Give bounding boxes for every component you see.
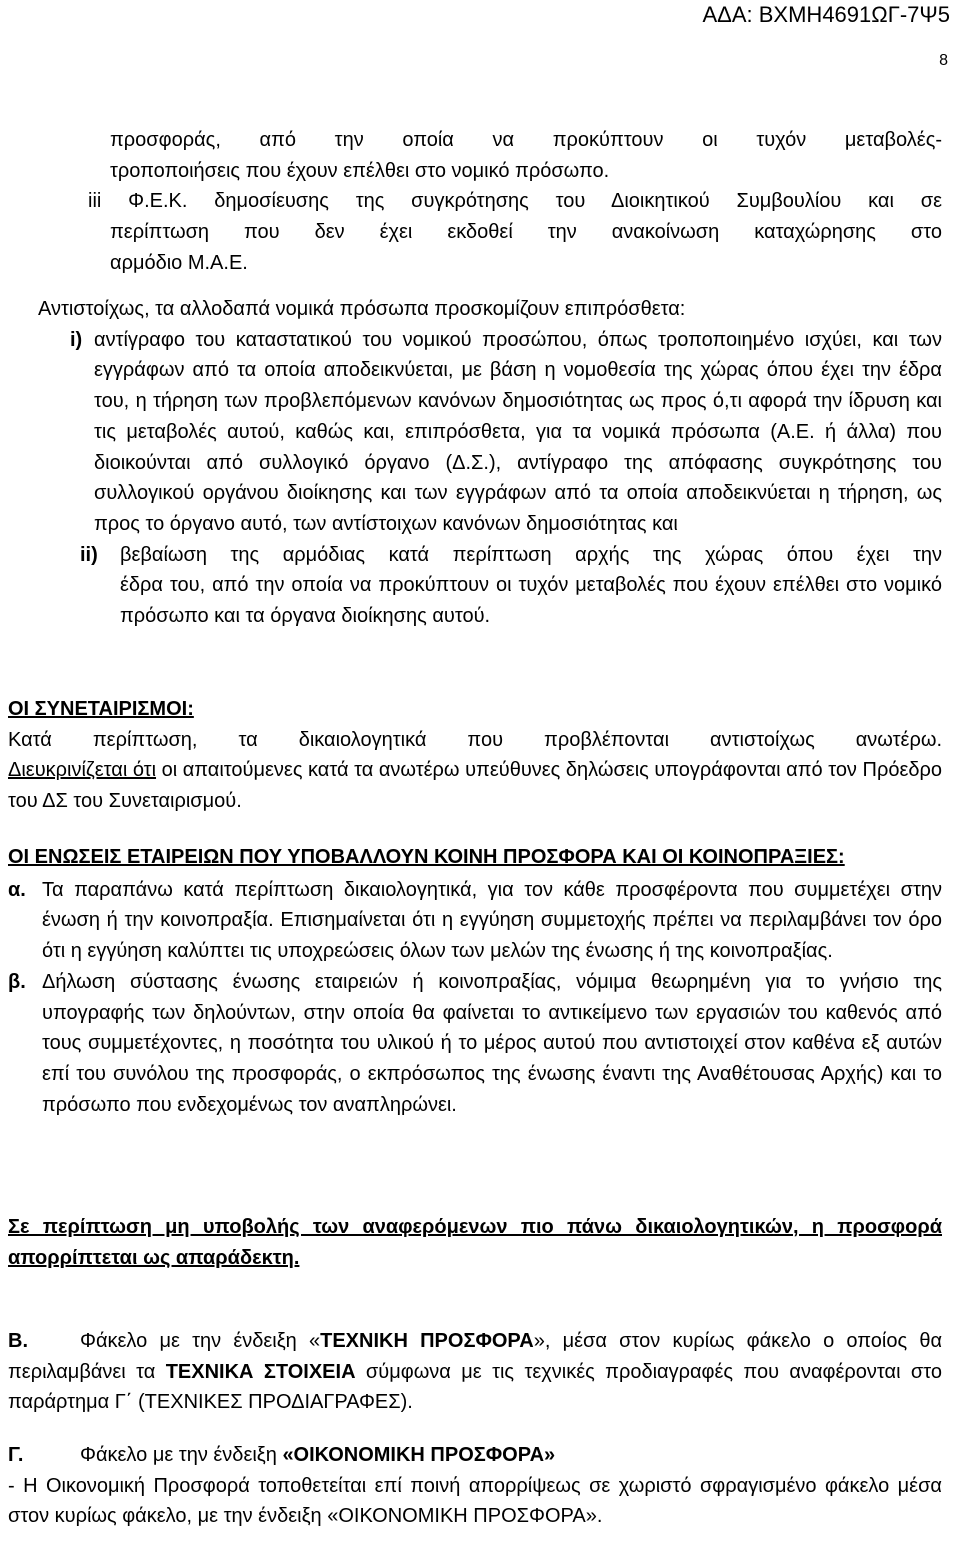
cooperatives-heading: ΟΙ ΣΥΝΕΤΑΙΡΙΣΜΟΙ: — [8, 698, 194, 720]
rejection-note — [8, 1212, 942, 1273]
item-ii-label: ii) — [80, 543, 98, 566]
item-b — [8, 967, 942, 1121]
cooperatives-line-1: Κατά περίπτωση, τα δικαιολογητικά που προβλέπονται αντιστοίχως ανωτέρω. — [8, 728, 942, 751]
item-a-text: Τα παραπάνω κατά περίπτωση δικαιολογητικά, για τον κάθε προσφέροντα που συμμετέχει στην ένωση ή την κοινοπραξία. Επισημαίνεται ότι η εγγύηση συμμετοχής πρέπει να περιλαμβάνει τον όρο ότι η εγγύηση καλύπτει τις υποχρεώσεις όλων των μελών της ένωσης ή της κοινοπραξίας. — [42, 878, 942, 963]
section-g-financial-offer: «ΟΙΚΟΝΟΜΙΚΗ ΠΡΟΣΦΟΡΑ» — [282, 1444, 556, 1466]
joint-ventures-section — [8, 842, 942, 1120]
top-line-1: προσφοράς, από την οποία να προκύπτουν οι τυχόν μεταβολές- — [110, 129, 942, 151]
item-i-text: αντίγραφο του καταστατικού του νομικού προσώπου, όπως τροποποιημένο ισχύει, και των εγγράφων από τα οποία αποδεικνύεται, με βάση η νομοθεσία της χώρας όπου έχει την έδρα του, η τήρηση των προβλεπόμενων κανόνων δημοσιότητας ως προς ό,τι αφορά την ίδρυση και τις μεταβολές αυτού, καθώς και, επιπρόσθετα, για τα νομικά πρόσωπα (Α.Ε. ή άλλα) που διοικούνται από συλλογικό όργανο (Δ.Σ.), αντίγραφο της απόφασης συγκρότησης του συλλογικού οργάνου διοίκησης και των εγγράφων από τα οποία αποδεικνύεται η τήρηση, ως προς το όργανο αυτό, των αντίστοιχων κανόνων δημοσιότητας και — [94, 328, 942, 535]
item-i: i) αντίγραφο του καταστατικού του νομικού προσώπου, όπως τροποποιημένο ισχύει, και των εγγράφων από τα οποία αποδεικνύεται, με βάση η νομοθεσία της χώρας όπου έχει την έδρα του, η τήρηση των προβλεπόμενων κανόνων δημοσιότητας ως προς ό,τι αφορά την ίδρυση και τις μεταβολές αυτού, καθώς και, επιπρόσθετα, για τα νομικά πρόσωπα (Α.Ε. ή άλλα) που διοικούνται από συλλογικό όργανο (Δ.Σ.), αντίγραφο της απόφασης συγκρότησης του συλλογικού οργάνου διοίκησης και των εγγράφων από τα οποία αποδεικνύεται η τήρηση, ως προς το όργανο αυτό, των αντίστοιχων κανόνων δημοσιότητας και — [8, 325, 942, 540]
item-ii-first-line: βεβαίωση της αρμόδιας κατά περίπτωση αρχής της χώρας όπου έχει την — [120, 543, 942, 566]
section-b-technical-offer: ΤΕΧΝΙΚΗ ΠΡΟΣΦΟΡΑ — [320, 1330, 534, 1352]
section-b-t2: », μέσα στον κυρίως φάκελο ο οποίος θα περιλαμβάνει τα — [8, 1330, 943, 1383]
item-ii-rest: έδρα του, από την οποία να προκύπτουν οι τυχόν μεταβολές που έχουν επέλθει στο νομικό πρόσωπο και τα όργανα διοίκησης αυτού. — [120, 574, 942, 628]
top-line-2: τροποποιήσεις που έχουν επέλθει στο νομικό πρόσωπο. — [110, 159, 610, 182]
cooperatives-line-2-rest: οι απαιτούμενες κατά τα ανωτέρω υπεύθυνες δηλώσεις υπογράφονται από τον Πρόεδρο του ΔΣ του Συνεταιρισμού. — [8, 759, 942, 813]
section-g-line-2: - Η Οικονομική Προσφορά τοποθετείται επί ποινή απορρίψεως σε χωριστό σφραγισμένο φάκελο μέσα στον κυρίως φάκελο, με την ένδειξη «ΟΙΚΟΝΟΜΙΚΗ ΠΡΟΣΦΟΡΑ». — [8, 1474, 942, 1528]
foreign-entities-section — [8, 294, 942, 632]
joint-ventures-heading: ΟΙ ΕΝΩΣΕΙΣ ΕΤΑΙΡΕΙΩΝ ΠΟΥ ΥΠΟΒΑΛΛΟΥΝ ΚΟΙΝΗ ΠΡΟΣΦΟΡΑ ΚΑΙ ΟΙ ΚΟΙΝΟΠΡΑΞΙΕΣ: — [8, 846, 845, 868]
section-g — [8, 1440, 942, 1532]
top-line-5: αρμόδιο Μ.Α.Ε. — [110, 251, 248, 274]
top-line-4: περίπτωση που δεν έχει εκδοθεί την ανακοίνωση καταχώρησης στο — [110, 221, 942, 244]
foreign-intro: Αντιστοίχως, τα αλλοδαπά νομικά πρόσωπα προσκομίζουν επιπρόσθετα: — [38, 298, 686, 320]
top-section — [8, 125, 942, 279]
section-b-t1: Φάκελο με την ένδειξη « — [80, 1330, 321, 1352]
ada-code: ΑΔΑ: ΒΧΜΗ4691ΩΓ-7Ψ5 — [702, 2, 950, 27]
section-g-line-1 — [8, 1440, 942, 1471]
cooperatives-section — [8, 694, 942, 817]
section-g-t1: Φάκελο με την ένδειξη — [80, 1444, 283, 1466]
rejection-note-text: Σε περίπτωση μη υποβολής των αναφερόμενων πιο πάνω δικαιολογητικών, η προσφορά απορρίπτεται ως απαράδεκτη. — [8, 1216, 942, 1269]
top-line-3: iii Φ.Ε.Κ. δημοσίευσης της συγκρότησης του Διοικητικού Συμβουλίου και σε — [88, 190, 942, 213]
cooperatives-line-2 — [8, 755, 942, 816]
section-g-label: Γ. — [8, 1444, 24, 1466]
clarify-text: Διευκρινίζεται ότι — [8, 759, 157, 782]
section-b — [8, 1326, 942, 1418]
item-b-text: Δήλωση σύστασης ένωσης εταιρειών ή κοινοπραξίας, νόμιμα θεωρημένη για το γνήσιο της υπογραφής των δηλούντων, στην οποία θα φαίνεται το αντικείμενο των εργασιών του καθενός από τους συμμετέχοντες, η ποσότητα του υλικού ή το μέρος αυτού που αντιστοιχεί στον καθένα εξ αυτών επί του συνόλου της προσφοράς, ο εκπρόσωπος της ένωσης έναντι της Αναθέτουσας Αρχής) και το πρόσωπο που ενδεχομένως τον αναπληρώνει. — [42, 970, 942, 1116]
section-b-label: Β. — [8, 1330, 28, 1352]
item-ii — [8, 540, 942, 571]
section-b-technical-data: ΤΕΧΝΙΚΑ ΣΤΟΙΧΕΙΑ — [165, 1360, 356, 1383]
item-a-label: α. — [8, 878, 26, 901]
page-number: 8 — [939, 52, 948, 69]
section-b-t3: σύμφωνα με τις τεχνικές προδιαγραφές που αναφέρονται στο παράρτημα Γ΄ (ΤΕΧΝΙΚΕΣ ΠΡΟΔΙΑΓΡΑΦΕΣ). — [8, 1360, 942, 1414]
item-b-label: β. — [8, 970, 26, 993]
item-a — [8, 875, 942, 967]
